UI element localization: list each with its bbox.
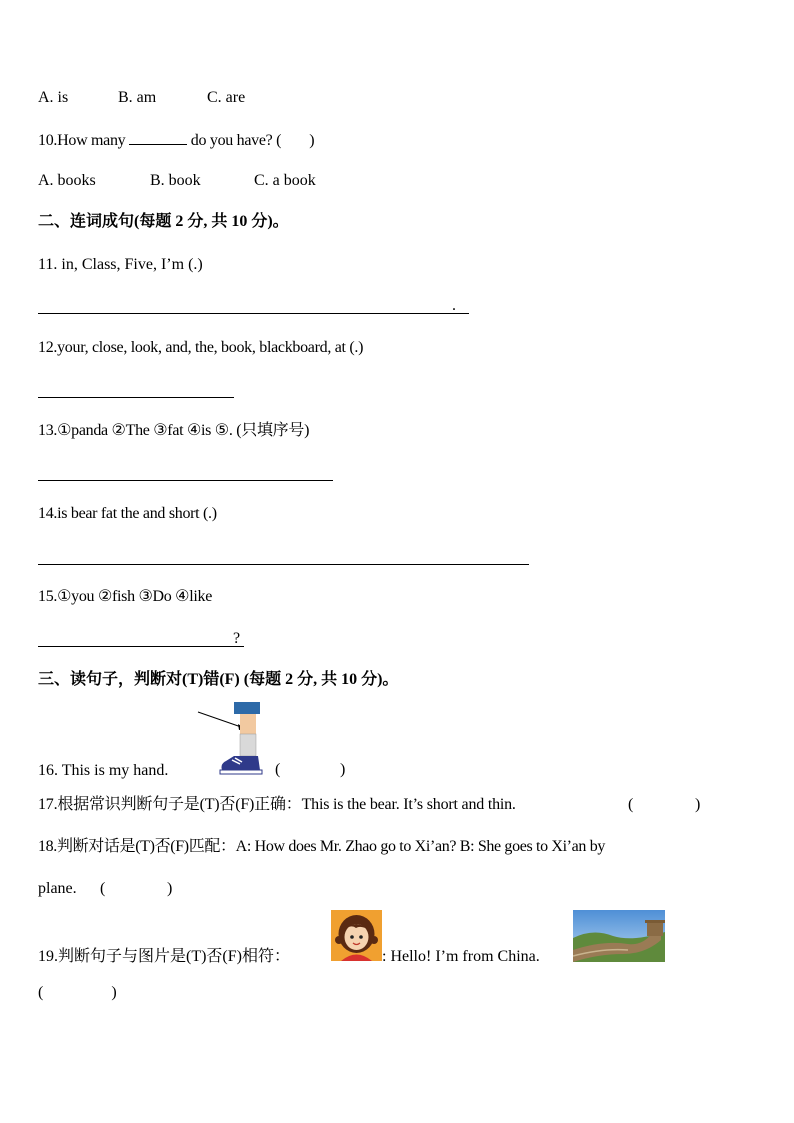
q16-paren-close: ) <box>340 761 346 778</box>
q9-option-a: A. is <box>38 89 69 106</box>
q10-number: 10. <box>38 132 58 149</box>
q10-option-b: B. book <box>150 172 201 189</box>
q17-paren-open: ( <box>628 796 634 813</box>
question-16: 16. This is my hand. <box>38 762 169 779</box>
question-11: 11. in, Class, Five, I’m (.) <box>38 256 203 273</box>
pants-shape <box>234 702 260 714</box>
q19-paren-close: ) <box>111 984 117 1001</box>
question-19-sentence: : Hello! I’m from China. <box>382 948 540 965</box>
right-pigtail <box>370 936 378 944</box>
q9-option-c: C. are <box>207 89 246 106</box>
q19-paren-open: ( <box>38 984 44 1001</box>
question-17: 17.根据常识判断句子是(T)否(F)正确：This is the bear. It’s short and thin. <box>38 796 516 813</box>
q10-close: ) <box>309 132 315 149</box>
q12-answer-line[interactable] <box>38 397 234 398</box>
q15-answer-line[interactable] <box>38 646 244 647</box>
sock-shape <box>240 734 256 756</box>
question-10 <box>38 130 314 151</box>
question-14: 14.is bear fat the and short (.) <box>38 505 217 522</box>
q10-option-a: A. books <box>38 172 96 189</box>
question-12: 12.your, close, look, and, the, book, blackboard, at (.) <box>38 339 364 356</box>
q13-answer-line[interactable] <box>38 480 333 481</box>
q18-paren-close: ) <box>167 880 173 897</box>
section-3-title: 三、读句子，判断对(T)错(F) (每题 2 分, 共 10 分)。 <box>38 671 399 688</box>
q10-blank[interactable] <box>129 130 187 145</box>
q11-period: . <box>452 297 456 314</box>
watchtower-top <box>645 920 665 923</box>
section-2-title: 二、连词成句(每题 2 分, 共 10 分)。 <box>38 213 289 230</box>
face-shape <box>345 924 369 950</box>
question-18-line-2: plane. <box>38 880 77 897</box>
watchtower <box>647 922 663 936</box>
shoe-sole <box>220 770 262 774</box>
right-eye <box>359 935 363 939</box>
question-19-prefix: 19.判断句子与图片是(T)否(F)相符： <box>38 948 290 965</box>
left-pigtail <box>335 936 343 944</box>
pointer-arrow-line <box>198 712 244 728</box>
q17-paren-close: ) <box>695 796 701 813</box>
question-18-line-1: 18.判断对话是(T)否(F)匹配：A: How does Mr. Zhao go to Xi’an? B: She goes to Xi’an by <box>38 838 606 855</box>
girl-avatar-picture <box>331 910 382 961</box>
q18-paren-open: ( <box>100 880 106 897</box>
q19-answer-parens <box>38 983 117 1003</box>
q16-paren-open: ( <box>275 761 281 778</box>
shoe-shape <box>222 756 261 770</box>
question-13: 13.①panda ②The ③fat ④is ⑤. (只填序号) <box>38 422 310 439</box>
q11-answer-line[interactable] <box>38 313 469 314</box>
left-eye <box>350 935 354 939</box>
great-wall-picture <box>573 910 665 962</box>
q14-answer-line[interactable] <box>38 564 529 565</box>
q15-question-mark: ? <box>233 630 241 647</box>
q10-pre: How many <box>57 132 126 149</box>
leg-shape <box>240 714 256 734</box>
q10-option-c: C. a book <box>254 172 316 189</box>
leg-foot-picture <box>194 700 266 778</box>
question-15: 15.①you ②fish ③Do ④like <box>38 588 213 605</box>
q9-option-b: B. am <box>118 89 157 106</box>
q10-post: do you have? ( <box>190 132 282 149</box>
